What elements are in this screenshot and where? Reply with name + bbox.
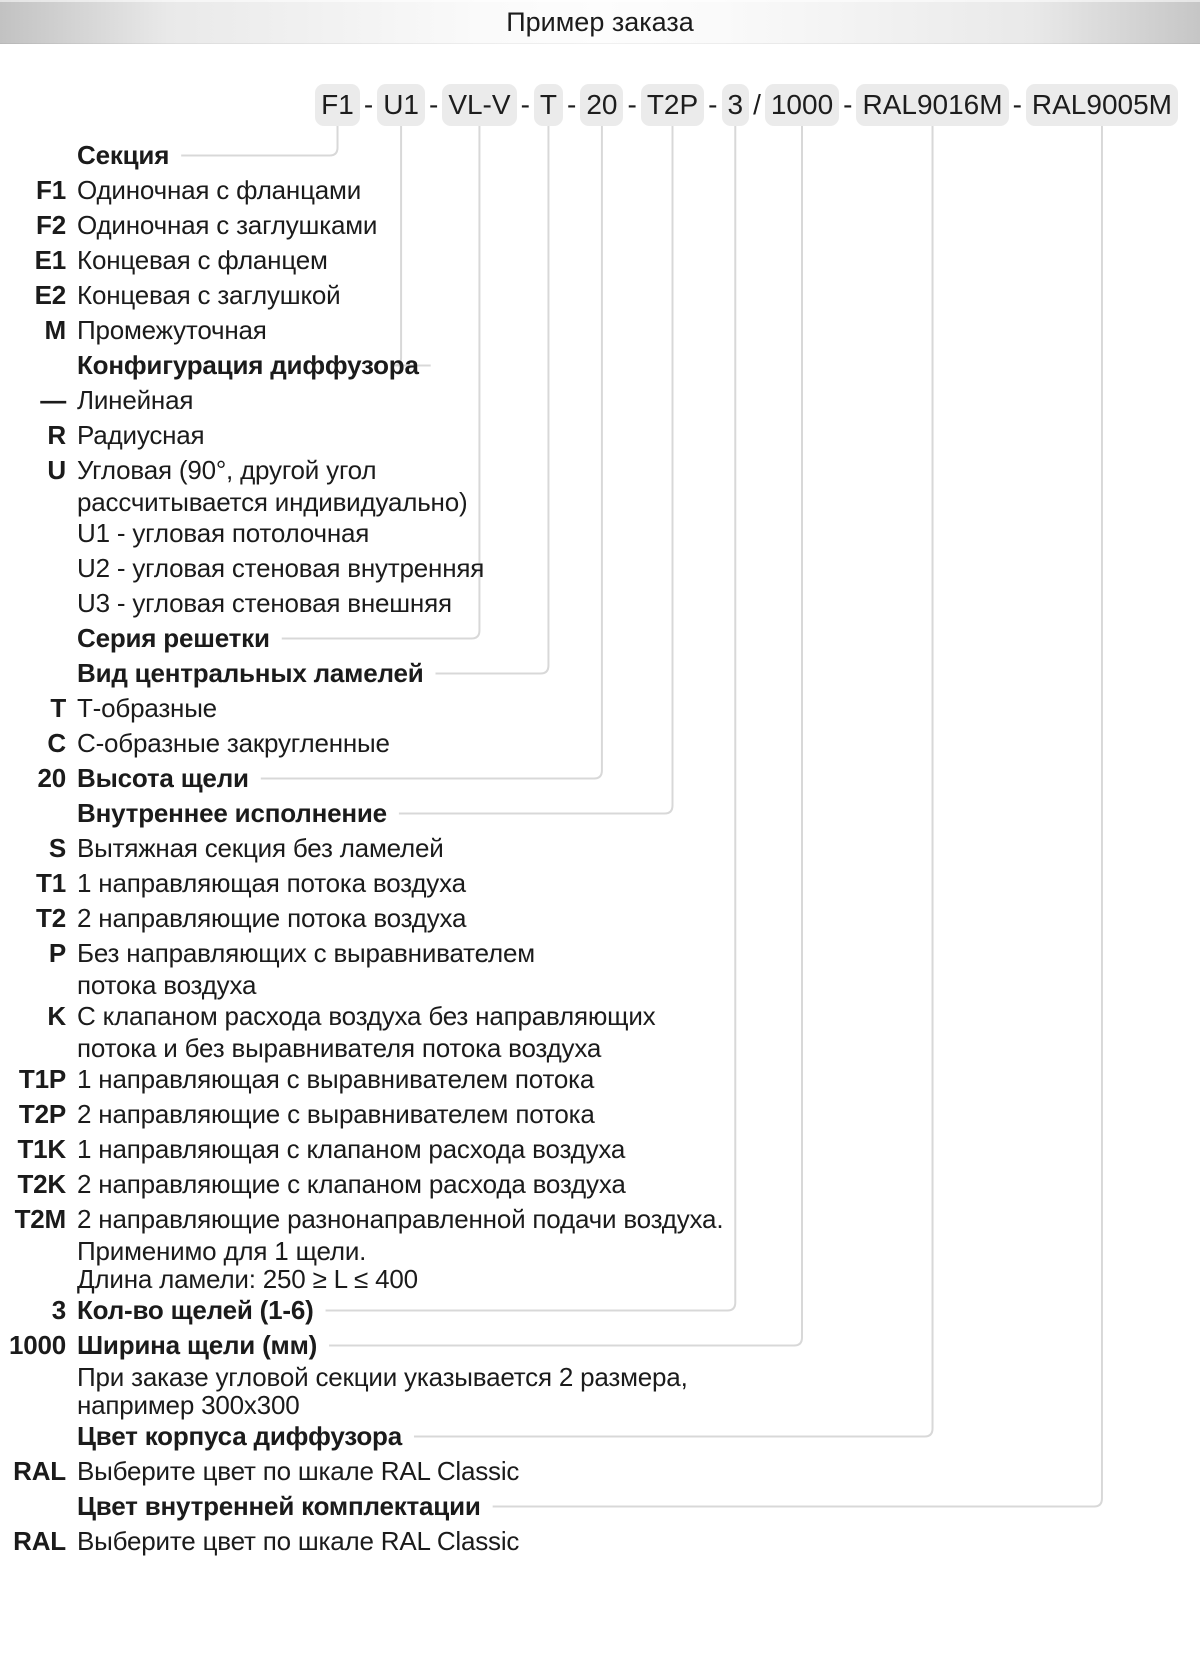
legend-code: T1P [18, 1064, 66, 1094]
legend-row [0, 1524, 1200, 1559]
legend-row [0, 901, 1200, 936]
legend-code: P [48, 938, 66, 968]
legend-text: Линейная [77, 385, 194, 415]
legend-text: рассчитывается индивидуально) [77, 486, 468, 517]
code-box-ral9016m: RAL9016M [856, 84, 1008, 126]
legend [0, 138, 1200, 1559]
legend-row [0, 971, 1200, 999]
legend-text: Применимо для 1 щели. [77, 1235, 367, 1266]
legend-text: потока и без выравнивателя потока воздуха [77, 1032, 602, 1063]
legend-text: 2 направляющие разнонаправленной подачи воздуха. [77, 1204, 724, 1234]
legend-section-header-row [0, 796, 1200, 831]
legend-code: T2M [14, 1204, 66, 1234]
code-separator: - [520, 89, 530, 120]
legend-code: T1 [36, 868, 66, 898]
legend-code: T1K [17, 1134, 66, 1164]
legend-code: RAL [13, 1526, 66, 1556]
legend-row [0, 831, 1200, 866]
legend-text: U1 - угловая потолочная [77, 518, 370, 548]
legend-text: С клапаном расхода воздуха без направляющих [77, 1001, 656, 1031]
legend-code: 1000 [8, 1330, 66, 1360]
legend-text: 2 направляющие с клапаном расхода воздуха [77, 1169, 626, 1199]
legend-text: Радиусная [77, 420, 205, 450]
code-box-20: 20 [580, 84, 623, 126]
legend-row [0, 1363, 1200, 1391]
legend-row [0, 1202, 1200, 1237]
legend-row [0, 586, 1200, 621]
legend-text: потока воздуха [77, 969, 257, 1000]
legend-section-header-row [0, 1293, 1200, 1328]
legend-section-title: Вид центральных ламелей [77, 658, 424, 688]
legend-section-title: Цвет корпуса диффузора [77, 1421, 402, 1451]
legend-text: например 300х300 [77, 1389, 300, 1420]
legend-section-title: Кол-во щелей (1-6) [77, 1295, 314, 1325]
legend-text: Промежуточная [77, 315, 267, 345]
legend-row [0, 866, 1200, 901]
code-separator: - [567, 89, 577, 120]
code-separator: - [708, 89, 718, 120]
legend-code: E1 [34, 245, 66, 275]
legend-row [0, 1265, 1200, 1293]
legend-code: K [47, 1001, 66, 1031]
code-separator: - [627, 89, 637, 120]
legend-text: 2 направляющие потока воздуха [77, 903, 467, 933]
code-separator: - [843, 89, 853, 120]
legend-code: S [48, 833, 66, 863]
legend-row [0, 1097, 1200, 1132]
legend-section-header-row [0, 761, 1200, 796]
legend-code: T2K [17, 1169, 66, 1199]
legend-row [0, 453, 1200, 488]
code-box-vl-v: VL-V [442, 84, 516, 126]
legend-code: M [44, 315, 66, 345]
legend-section-title: Ширина щели (мм) [77, 1330, 318, 1360]
legend-row [0, 278, 1200, 313]
legend-section-header-row [0, 138, 1200, 173]
legend-code: U [47, 455, 66, 485]
legend-text: 2 направляющие с выравнивателем потока [77, 1099, 595, 1129]
legend-row [0, 1167, 1200, 1202]
legend-text: С-образные закругленные [77, 728, 390, 758]
legend-code: T2P [18, 1099, 66, 1129]
legend-text: Длина ламели: 250 ≥ L ≤ 400 [77, 1263, 418, 1294]
legend-code: T [50, 693, 66, 723]
code-separator: - [363, 89, 374, 120]
legend-text: Концевая с фланцем [77, 245, 328, 275]
legend-section-header-row [0, 348, 1200, 383]
page-title: Пример заказа [506, 6, 694, 37]
legend-text: Одиночная с фланцами [77, 175, 362, 205]
legend-section-title: Серия решетки [77, 623, 270, 653]
legend-code: F2 [36, 210, 66, 240]
legend-row [0, 1132, 1200, 1167]
code-box-u1: U1 [377, 84, 425, 126]
legend-row [0, 726, 1200, 761]
legend-section-header-row [0, 1489, 1200, 1524]
legend-text: U2 - угловая стеновая внутренняя [77, 553, 485, 583]
legend-row [0, 1237, 1200, 1265]
legend-row [0, 1391, 1200, 1419]
legend-section-title: Внутреннее исполнение [77, 798, 387, 828]
legend-section-header-row [0, 1419, 1200, 1454]
code-separator: / [753, 89, 761, 120]
legend-text: 1 направляющая потока воздуха [77, 868, 466, 898]
legend-row [0, 383, 1200, 418]
legend-row [0, 999, 1200, 1034]
legend-text: 1 направляющая с выравнивателем потока [77, 1064, 595, 1094]
legend-code: 20 [37, 763, 66, 793]
legend-row [0, 208, 1200, 243]
legend-row [0, 173, 1200, 208]
legend-section-header-row [0, 656, 1200, 691]
legend-row [0, 936, 1200, 971]
code-box-ral9005m: RAL9005M [1026, 84, 1178, 126]
legend-row [0, 418, 1200, 453]
legend-row [0, 243, 1200, 278]
code-box-3: 3 [722, 84, 750, 126]
legend-text: Угловая (90°, другой угол [77, 455, 377, 485]
legend-text: Одиночная с заглушками [77, 210, 378, 240]
legend-section-title: Конфигурация диффузора [77, 350, 419, 380]
legend-row [0, 1034, 1200, 1062]
legend-section-title: Цвет внутренней комплектации [77, 1491, 481, 1521]
legend-text: Без направляющих с выравнивателем [77, 938, 535, 968]
legend-section-title: Секция [77, 140, 170, 170]
legend-text: Концевая с заглушкой [77, 280, 341, 310]
legend-code: E2 [34, 280, 66, 310]
legend-section-header-row [0, 621, 1200, 656]
code-box-t2p: T2P [641, 84, 704, 126]
legend-row [0, 488, 1200, 516]
code-separator: - [1012, 89, 1022, 120]
legend-text: При заказе угловой секции указывается 2 размера, [77, 1361, 688, 1392]
legend-code: 3 [51, 1295, 66, 1325]
code-separator: - [428, 89, 439, 120]
legend-section-title: Высота щели [77, 763, 249, 793]
code-box-t: T [534, 84, 563, 126]
legend-section-header-row [0, 1328, 1200, 1363]
legend-row [0, 691, 1200, 726]
titlebar [0, 0, 1200, 44]
legend-text: Выберите цвет по шкале RAL Classic [77, 1456, 520, 1486]
legend-row [0, 516, 1200, 551]
legend-text: Выберите цвет по шкале RAL Classic [77, 1526, 520, 1556]
legend-row [0, 1454, 1200, 1489]
legend-row [0, 551, 1200, 586]
legend-text: 1 направляющая с клапаном расхода воздуха [77, 1134, 626, 1164]
legend-text: Т-образные [77, 693, 217, 723]
legend-row [0, 1062, 1200, 1097]
legend-text: U3 - угловая стеновая внешняя [77, 588, 452, 618]
order-code-row [0, 84, 1200, 126]
code-box-f1: F1 [315, 84, 360, 126]
legend-row [0, 313, 1200, 348]
legend-text: Вытяжная секция без ламелей [77, 833, 444, 863]
legend-code: T2 [36, 903, 66, 933]
legend-code: F1 [36, 175, 66, 205]
legend-code: C [47, 728, 66, 758]
legend-code: R [47, 420, 66, 450]
legend-code: — [40, 385, 66, 415]
legend-code: RAL [13, 1456, 66, 1486]
code-box-1000: 1000 [765, 84, 839, 126]
